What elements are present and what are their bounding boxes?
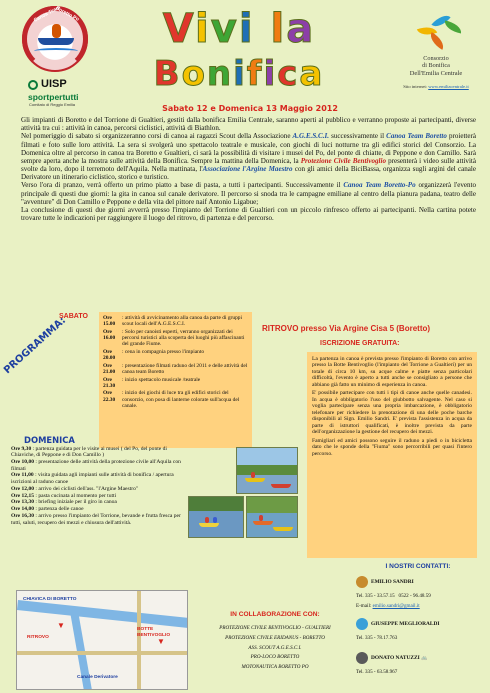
schedule-time: Ore 14,00	[11, 506, 35, 513]
intro-p1: Gli impianti di Boretto e del Torrione di Gualtieri, gestiti dalla bonifica Emilia Centrale, saranno aperti al pubblico e verranno proposte ai partecipanti, diverse attività tra cui : attività in canoa, percorsi ciclistici, attività di Biathlon.	[21, 116, 476, 133]
consorzio-leaf-logo	[418, 14, 470, 52]
uisp-symbol-icon	[28, 80, 38, 90]
map-label-canal: Canale Derivatore	[77, 675, 118, 680]
contact-giuseppe	[356, 618, 486, 641]
schedule-desc: : arrivo presso l'impianto del Torrione, bevande e frutta fresca per tutti, saluti, recupero dei mezzi e chiusura dell'attività.	[11, 513, 181, 526]
iscrizione-p1: La partenza in canoa è prevista presso l'impianto di Boretto con arrivo presso la Botte Bentivoglio (l'impianto del Torrione a Gualtieri) per un totale di circa 10 km, su acque calme e piatte senza particolari difficoltà, l'evento è aperto a tutti anche se consigliato a persone che abbiano già fatto un minimo di esperienza in canoa.	[312, 356, 472, 388]
uisp-logo	[22, 78, 98, 112]
contact-phone: Tel. 335 - 63.58.967	[356, 669, 398, 675]
schedule-row	[11, 506, 187, 512]
collab-item: PROTEZIONE CIVILE BENTIVOGLIO - GUALTIERI	[219, 625, 331, 631]
contact-emilio	[356, 576, 486, 609]
title-letter: a	[286, 6, 316, 52]
contact-phone: Tel. 335 - 78.17.763	[356, 635, 398, 641]
schedule-time: Ore 12,00	[11, 485, 35, 492]
schedule-row	[11, 486, 187, 492]
schedule-desc: : partenza delle canoe	[34, 506, 84, 513]
schedule-time: Ore 12,15	[11, 492, 35, 499]
consorzio-line-2: di Bonifica	[422, 61, 450, 69]
title-letter: a	[299, 54, 325, 94]
uisp-committee: Comitato di Reggio Emilia	[29, 102, 76, 107]
schedule-row	[103, 363, 248, 376]
schedule-time: Ore 16.00	[103, 328, 116, 342]
title-letter: i	[195, 6, 211, 52]
title-letter: i	[233, 54, 247, 94]
intro-p2: Nel pomeriggio di sabato si organizzeranno corsi di canoa ai ragazzi Scout della Associazione A.G.E.S.C.I. successivamente il Canoa Team Boretto proietterà filmati e foto sulle loro attività. La sera si svolgerà uno spettacolo teatrale e musicale, con giochi di luci notturne tra gli edifici storici del Consorzio. La Domenica oltre al percorso in canoa tra Boretto e Gualtieri, ci sarà la possibilità di visitare i musei del Po, del ponte di chiatte, di Peppone e don Camillo. Sarà sempre aperta anche la mostra sulle attività della Bonifica. Sempre la mattina della Domenica, la Protezione Civile Bentivoglio presenterà i video sulle attività svolte da loro, dopo il terremoto dell'Aquila. Nella mattinata, l'Associazione l'Argine Maestro con gli amici della BiciBassa, organizza sugli argini del canale Derivatore un itinerario ciclistico, storico e turistico.	[21, 132, 477, 182]
avatar-icon	[356, 652, 368, 664]
intro-text	[21, 116, 476, 222]
iscrizione-box	[307, 352, 477, 558]
schedule-row	[11, 493, 187, 499]
contact-email-line: E-mail: emilio.sandri@gmail.it	[356, 603, 420, 609]
iscrizione-title: ISCRIZIONE GRATUITA:	[320, 340, 400, 347]
schedule-row	[103, 377, 248, 390]
schedule-desc: : arrivo dei ciclisti dell'ass. "l'Argine Maestro"	[34, 485, 139, 492]
logo-text-right: Boretto Po	[54, 5, 81, 23]
title-line-1	[120, 6, 358, 53]
schedule-desc: : inizio dei giochi di luce tra gli edifici storici del consorzio, con posa di lanterne colorate sull'acqua del canale.	[122, 390, 240, 409]
iscrizione-p2: E' possibile partecipare con tutti i tipi di canoe anche quelle canadesi. In acqua è obbligatorio l'uso del giubbotto salvagente. Nel caso si voglia partecipare senza una propria imbarcazione, è obbligatorio telefonare per richiedere la prenotazione di una delle poche barche disponibili al Sign. Emilio Sandri. E' prevista l'assistenza in acqua da parte di istruttori qualificati, è inoltre prevista da parte dell'organizzazione la gestione del recupero dei mezzi.	[312, 390, 472, 436]
schedule-desc: : partenza guidata per le visite ai musei ( del Po, del ponte di Chiaviche, di Peppone e di Don Camillo )	[11, 446, 167, 459]
schedule-desc: : pasta cucinata al momento per tutti	[34, 492, 117, 499]
collab-item: PRO-LOCO BORETTO	[250, 654, 300, 661]
schedule-row	[103, 329, 248, 348]
schedule-time: Ore 22.30	[103, 390, 116, 403]
schedule-time: Ore 21.00	[103, 362, 116, 376]
contact-name: GIUSEPPE MEGLIORALDI	[371, 621, 440, 628]
ritrovo-location: RITROVO presso Via Argine Cisa 5 (Boretto)	[262, 324, 431, 333]
title-letter: o	[181, 54, 207, 94]
route-map	[16, 590, 188, 690]
schedule-row	[103, 315, 248, 328]
bicycle-icon: 🚲	[420, 655, 428, 662]
intro-p4: La conclusione di questi due giorni avverrà presso l'impianto del Torrione di Gualtieri con un piccolo rinfresco offerto ai partecipanti. Nella cartina potete trovare tutte le indicazioni per raggiungere il luogo del ritrovo, di partenza e del percorso.	[21, 205, 476, 223]
collab-list	[190, 624, 360, 673]
site-link[interactable]: www.emiliacentrale.it	[428, 84, 469, 89]
title-letter: l	[270, 6, 287, 52]
collab-item: ASS. SCOUT A.G.E.S.C.I.	[248, 644, 302, 651]
site-line	[385, 84, 487, 89]
schedule-row	[11, 513, 187, 526]
collab-title: IN COLLABORAZIONE CON:	[230, 611, 320, 618]
photo-canoes-river	[236, 447, 298, 494]
schedule-time: Ore 15.00	[103, 315, 116, 328]
title-letter	[255, 6, 271, 52]
schedule-row	[11, 472, 187, 485]
schedule-row	[103, 349, 248, 362]
consorzio-line-3: Dell'Emilia Centrale	[409, 69, 463, 77]
programma-label: PROGRAMMA:	[2, 315, 69, 377]
schedule-row	[11, 446, 187, 459]
domenica-label: DOMENICA	[24, 435, 75, 445]
iscrizione-p3: Famigliari ed amici possono seguire il raduno a piedi o in bicicletta dato che le sponde della "Fiuma" sono percorribili per quasi l'intero percorso.	[312, 437, 472, 457]
contact-name: EMILIO SANDRI	[371, 579, 414, 586]
schedule-desc: : cena in compagnia presso l'impianto	[122, 348, 205, 355]
canoa-team-logo	[22, 6, 88, 72]
contact-donato	[356, 652, 486, 675]
schedule-time: Ore 21.30	[103, 376, 116, 389]
title-line-2	[120, 54, 358, 94]
schedule-time: Ore 11,00	[11, 472, 34, 479]
consorzio-line-1: Consorzio	[423, 55, 449, 62]
map-label-chiavica: CHIAVICA DI BORETTO	[23, 597, 77, 602]
schedule-time: Ore 16,30	[11, 513, 35, 520]
title-letter: n	[206, 54, 234, 94]
title-letter: f	[246, 54, 264, 94]
schedule-desc: : presentazione filmati raduno del 2011 e delle attività del canoa team Boretto	[122, 362, 248, 376]
uisp-name: UISP	[41, 78, 67, 90]
collab-item: MOTONAUTICA BORETTO PO	[241, 664, 309, 671]
collab-item: PROTEZIONE CIVILE ERIDANUS - BORETTO	[225, 634, 325, 641]
domenica-schedule	[11, 446, 187, 527]
schedule-time: Ore 13,30	[11, 499, 35, 506]
contact-phone: Tel. 335 - 33.57.15 0522 - 96.48.59	[356, 593, 431, 599]
event-date: Sabato 12 e Domenica 13 Maggio 2012	[162, 104, 338, 113]
photo-paddlers	[188, 496, 244, 538]
map-pin-icon: ▼	[57, 621, 65, 630]
intro-p3: Verso l'ora di pranzo, verrà offerto un primo piatto a base di pasta, a tutti i partecipanti. Successivamente il Canoa Team Boretto-Po organizzerà l'evento principale di questi due giorni: la gita in canoa sul canale derivatore. Il percorso si snoda tra le campagne emiliane al centro della pianura padana, teatro delle "avventure" di Don Camillo e Peppone e della vita del pittore naif Antonio Ligabue;	[21, 181, 476, 206]
title-letter: B	[153, 54, 182, 94]
photo-canoe-group	[246, 496, 298, 538]
schedule-row	[103, 390, 248, 409]
avatar-icon	[356, 618, 368, 630]
title-letter: V	[162, 6, 196, 52]
schedule-desc: : visita guidata agli impianti sulle attività di bonifica / apertura iscrizioni al raduno canoe	[11, 472, 174, 485]
contatti-title: I NOSTRI CONTATTI:	[385, 563, 451, 570]
avatar-icon	[356, 576, 368, 588]
contact-email-link[interactable]: emilio.sandri@gmail.it	[372, 603, 420, 609]
map-pin-icon: ▼	[157, 637, 165, 646]
title-letter: i	[238, 6, 255, 52]
schedule-desc: : attività di avvicinamento alla canoa da parte di gruppi scout locali dell'A.G.E.S.C.I.	[122, 315, 243, 328]
map-label-ritrovo: RITROVO	[27, 635, 49, 640]
sabato-schedule	[99, 312, 252, 448]
sabato-label: SABATO	[59, 313, 88, 320]
consorzio-name	[388, 56, 484, 77]
uisp-sub: sportpertutti	[28, 92, 79, 102]
schedule-row	[11, 459, 187, 472]
schedule-time: Ore 9,30	[11, 446, 32, 452]
logo-text-left: Canoa Team	[32, 4, 62, 24]
schedule-time: Ore 10,00	[11, 459, 35, 466]
schedule-desc: : inizio spettacolo musicale /teatrale	[122, 376, 201, 383]
schedule-desc: : Solo per canoisti esperti, verranno organizzati dei percorsi turistici alla scoperta dei luoghi più affascinanti del grande Fiume.	[122, 328, 245, 348]
schedule-desc: : briefing iniziale per il giro in canoa	[34, 499, 117, 506]
map-label-botte: BOTTE BENTIVOGLIO	[137, 627, 171, 638]
title-letter: c	[277, 54, 300, 94]
schedule-desc: : presentazione delle attività della protezione civile all'Aquila con filmati	[11, 459, 181, 472]
title-letter: v	[210, 6, 239, 52]
schedule-row	[11, 499, 187, 505]
contact-name: DONATO NATUZZI	[371, 655, 420, 662]
site-prefix: Sito internet:	[403, 84, 428, 89]
schedule-time: Ore 20.00	[103, 348, 116, 362]
title-letter: i	[263, 54, 278, 94]
